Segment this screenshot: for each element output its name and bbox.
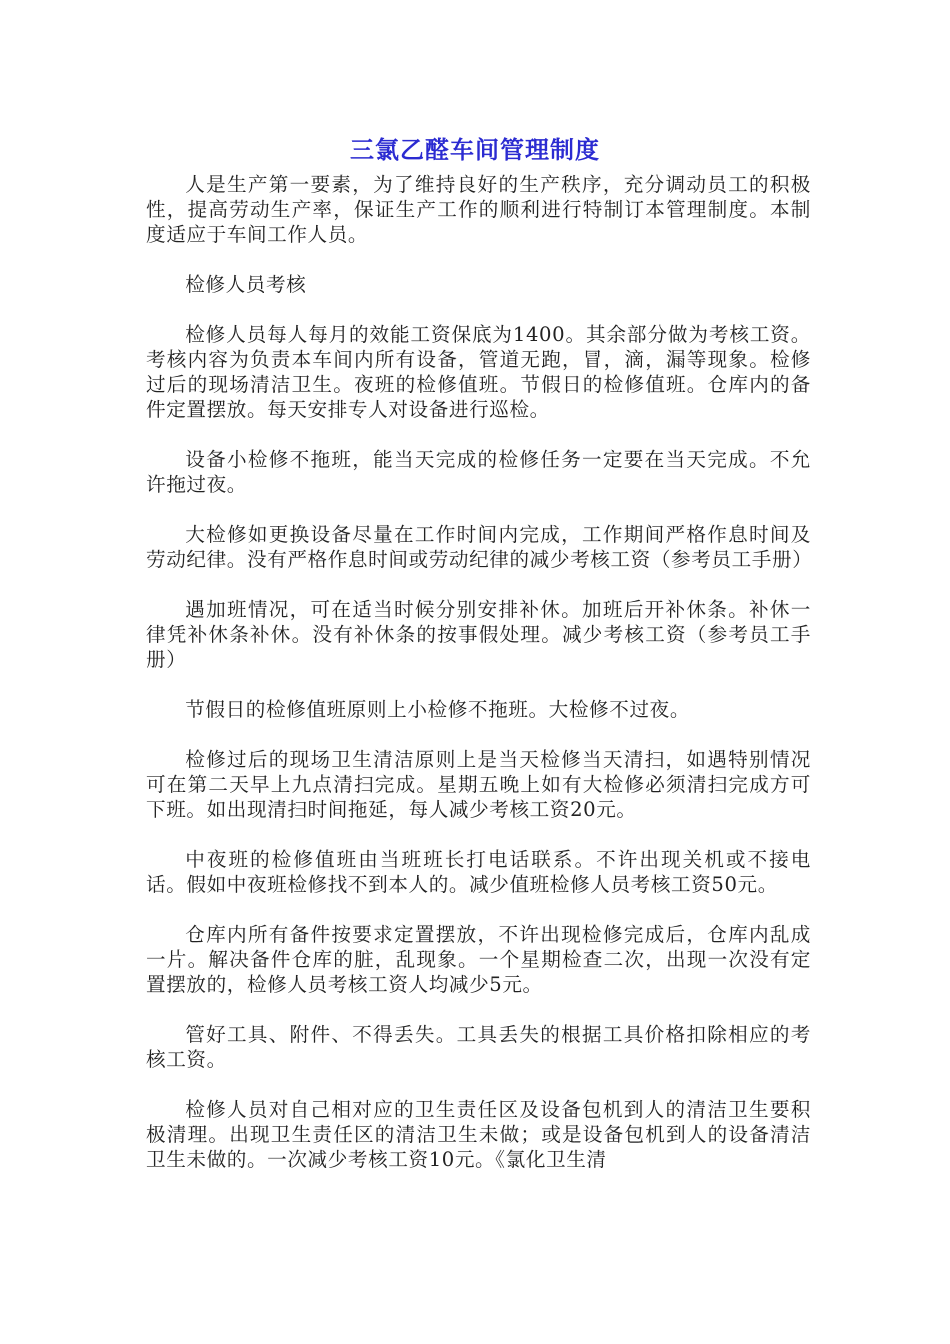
paragraph-major-repair: 大检修如更换设备尽量在工作时间内完成，工作期间严格作息时间及劳动纪律。没有严格作息时间或劳动纪律的减少考核工资（参考员工手册） <box>146 523 813 571</box>
document-body <box>146 172 811 1197</box>
paragraph-minor-repair: 设备小检修不拖班，能当天完成的检修任务一定要在当天完成。不允许拖过夜。 <box>146 448 811 496</box>
paragraph-tools: 管好工具、附件、不得丢失。工具丢失的根据工具价格扣除相应的考核工资。 <box>146 1023 811 1071</box>
paragraph-overtime: 遇加班情况，可在适当时候分别安排补休。加班后开补休条。补休一律凭补休条补休。没有补休条的按事假处理。减少考核工资（参考员工手册） <box>146 598 811 671</box>
section-heading-maintenance-assessment: 检修人员考核 <box>185 273 307 296</box>
document-title: 三氯乙醛车间管理制度 <box>350 136 600 164</box>
paragraph-warehouse: 仓库内所有备件按要求定置摆放，不许出现检修完成后，仓库内乱成一片。解决备件仓库的脏，乱现象。一个星期检查二次，出现一次没有定置摆放的，检修人员考核工资人均减少5元。 <box>146 923 811 996</box>
paragraph-efficiency-wage: 检修人员每人每月的效能工资保底为1400。其余部分做为考核工资。考核内容为负责本车间内所有设备，管道无跑，冒，滴，漏等现象。检修过后的现场清洁卫生。夜班的检修值班。节假日的检修值班。仓库内的备件定置摆放。每天安排专人对设备进行巡检。 <box>146 323 811 421</box>
paragraph-site-cleaning: 检修过后的现场卫生清洁原则上是当天检修当天清扫，如遇特别情况可在第二天早上九点清扫完成。星期五晚上如有大检修必须清扫完成方可下班。如出现清扫时间拖延，每人减少考核工资20元。 <box>146 748 811 821</box>
paragraph-hygiene-zone: 检修人员对自己相对应的卫生责任区及设备包机到人的清洁卫生要积极清理。出现卫生责任区的清洁卫生未做；或是设备包机到人的设备清洁卫生未做的。一次减少考核工资10元。《氯化卫生清 <box>146 1098 811 1171</box>
paragraph-holiday-duty: 节假日的检修值班原则上小检修不拖班。大检修不过夜。 <box>185 698 691 721</box>
paragraph-night-shift: 中夜班的检修值班由当班班长打电话联系。不许出现关机或不接电话。假如中夜班检修找不到本人的。减少值班检修人员考核工资50元。 <box>146 848 811 896</box>
paragraph-intro: 人是生产第一要素，为了维持良好的生产秩序，充分调动员工的积极性，提高劳动生产率，保证生产工作的顺利进行特制订本管理制度。本制度适应于车间工作人员。 <box>146 173 811 246</box>
